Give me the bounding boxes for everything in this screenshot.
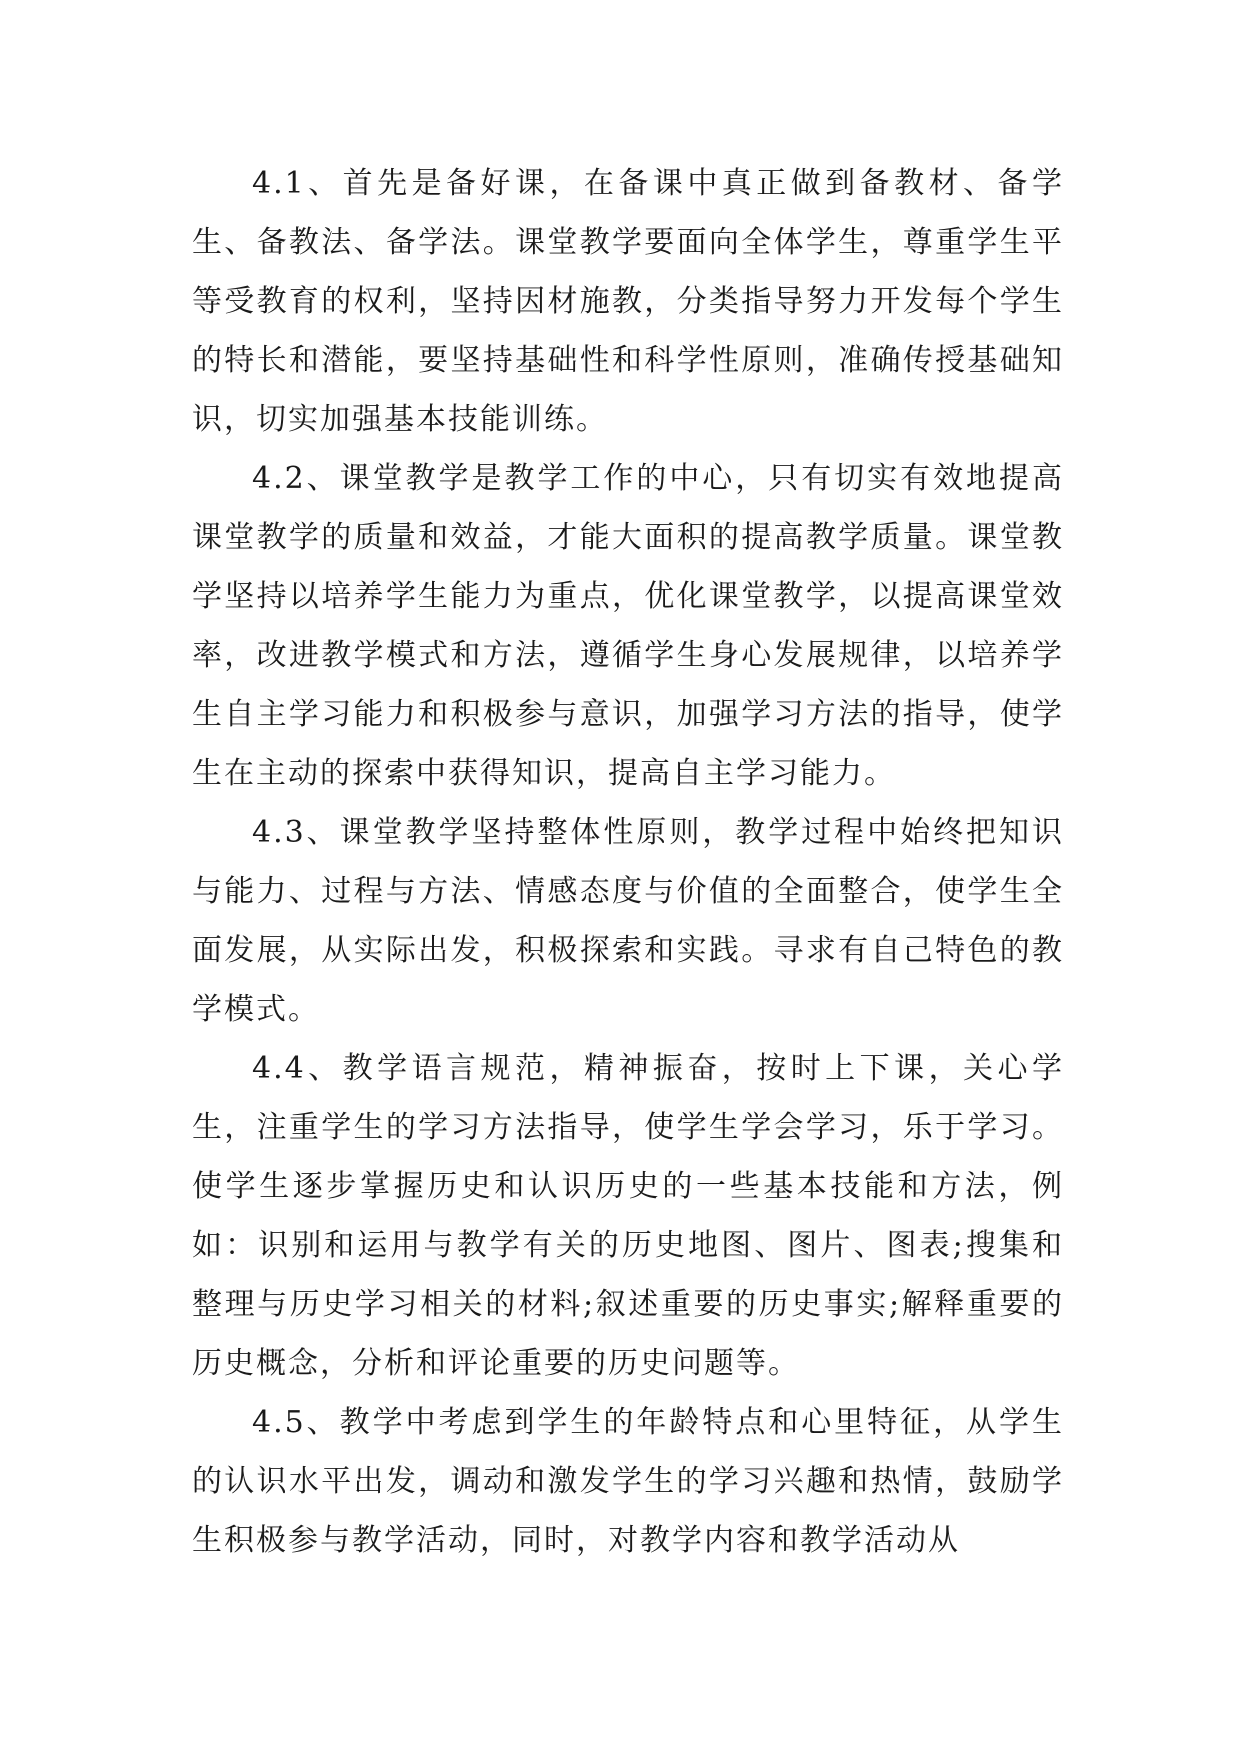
document-body <box>192 154 1064 1570</box>
paragraph-4-1: 4.1、首先是备好课，在备课中真正做到备教材、备学生、备教法、备学法。课堂教学要面向全体学生，尊重学生平等受教育的权利，坚持因材施教，分类指导努力开发每个学生的特长和潜能，要坚持基础性和科学性原则，准确传授基础知识，切实加强基本技能训练。 <box>192 166 1064 437</box>
paragraph-4-4: 4.4、教学语言规范，精神振奋，按时上下课，关心学生，注重学生的学习方法指导，使学生学会学习，乐于学习。使学生逐步掌握历史和认识历史的一些基本技能和方法，例如：识别和运用与教学有关的历史地图、图片、图表;搜集和整理与历史学习相关的材料;叙述重要的历史事实;解释重要的历史概念，分析和评论重要的历史问题等。 <box>192 1051 1064 1381</box>
paragraph-4-5: 4.5、教学中考虑到学生的年龄特点和心里特征，从学生的认识水平出发，调动和激发学生的学习兴趣和热情，鼓励学生积极参与教学活动，同时，对教学内容和教学活动从 <box>192 1405 1064 1558</box>
paragraph-4-2: 4.2、课堂教学是教学工作的中心，只有切实有效地提高课堂教学的质量和效益，才能大面积的提高教学质量。课堂教学坚持以培养学生能力为重点，优化课堂教学，以提高课堂效率，改进教学模式和方法，遵循学生身心发展规律，以培养学生自主学习能力和积极参与意识，加强学习方法的指导，使学生在主动的探索中获得知识，提高自主学习能力。 <box>192 461 1064 791</box>
paragraph-4-3: 4.3、课堂教学坚持整体性原则，教学过程中始终把知识与能力、过程与方法、情感态度与价值的全面整合，使学生全面发展，从实际出发，积极探索和实践。寻求有自己特色的教学模式。 <box>192 815 1064 1027</box>
